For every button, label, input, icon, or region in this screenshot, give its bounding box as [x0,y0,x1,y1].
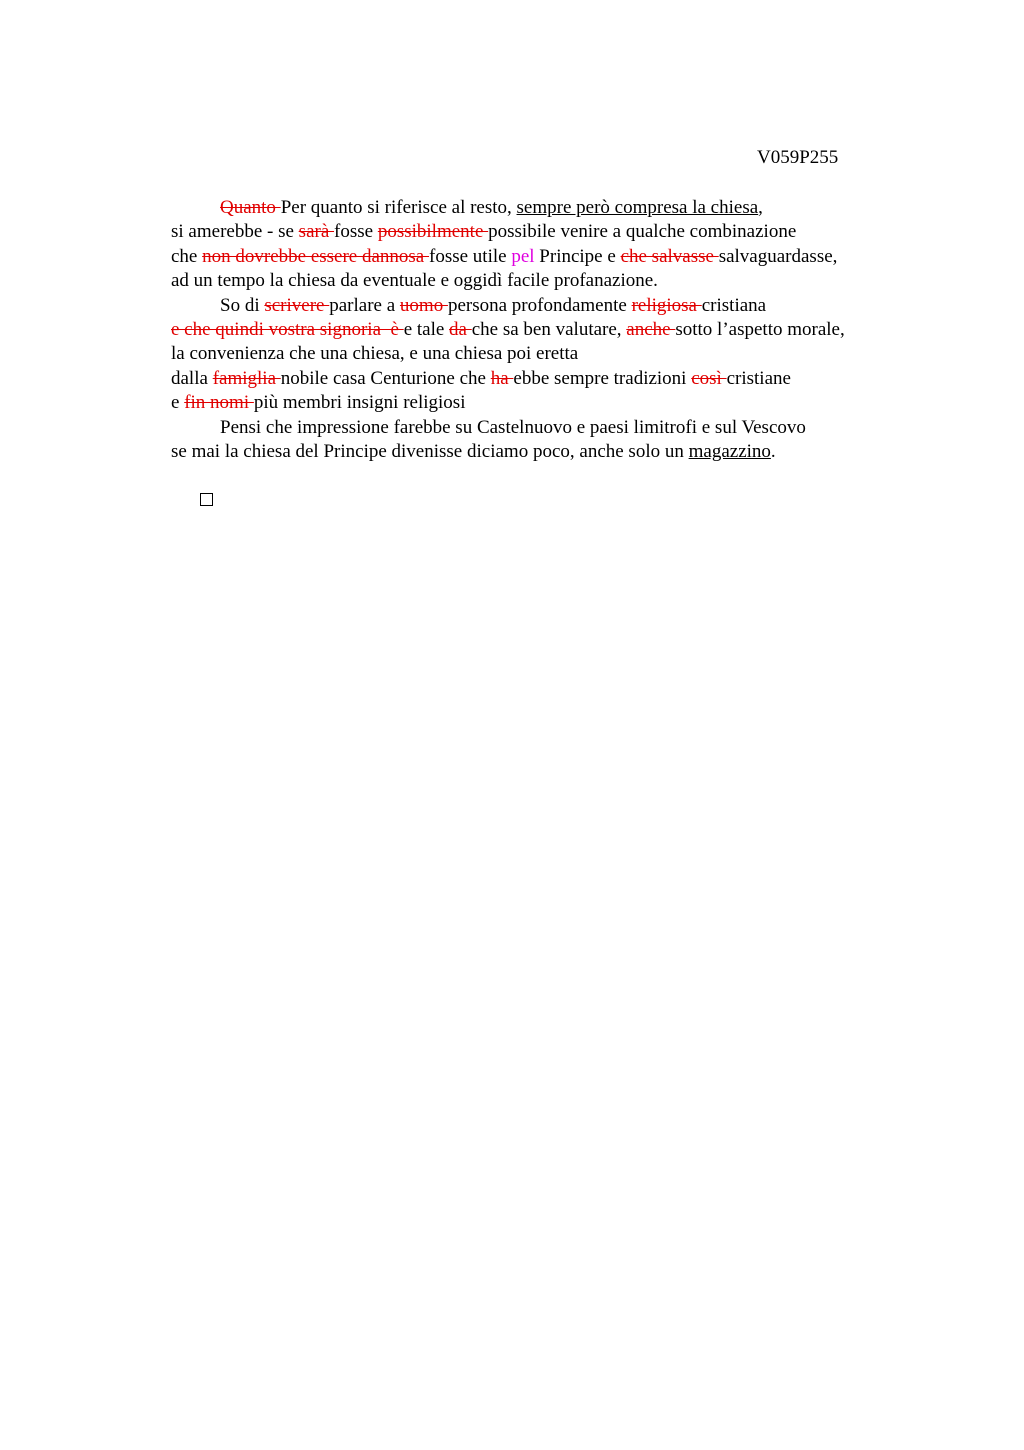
text-line [171,391,845,415]
text-segment: Per quanto si riferisce al resto, [280,197,517,218]
letter-body [171,196,845,489]
text-segment: possibile venire a qualche combinazione [488,221,797,243]
deleted-text: così [691,367,727,389]
text-segment: dalla [171,367,213,389]
text-segment: si amerebbe - se [171,221,299,243]
text-segment: cristiane [726,367,791,389]
deleted-text: che salvasse [620,245,719,267]
text-segment: Pensi che impressione farebbe su Castelnuovo e paesi limitrofi e sul Vescovo [220,416,806,438]
text-segment: fosse utile [429,245,512,267]
empty-checkbox-icon [200,493,213,506]
text-segment: che sa ben valutare, [471,318,627,340]
text-line [171,269,845,293]
deleted-text: uomo [399,294,448,316]
text-segment: Principe e [534,245,621,267]
deleted-text: sarà [298,221,335,243]
text-line [171,196,845,220]
text-segment: So di [220,294,265,316]
deleted-text: Quanto [220,197,281,218]
checkbox-line [171,464,845,488]
text-segment: e [171,392,185,414]
text-segment: salvaguardasse, [718,245,838,267]
text-segment: più membri insigni religiosi [253,392,466,414]
deleted-text: e che quindi vostra signoria è [171,318,404,340]
deleted-text: da [449,318,472,340]
deleted-text: religiosa [631,294,702,316]
deleted-text: scrivere [264,294,330,316]
text-segment: , [758,197,763,218]
text-segment: se mai la chiesa del Principe divenisse diciamo poco, anche solo un [171,440,689,462]
inserted-text: pel [511,245,535,267]
text-segment: cristiana [701,294,767,316]
text-line [171,318,845,342]
text-segment: ad un tempo la chiesa da eventuale e oggidì facile profanazione. [171,270,658,292]
text-segment: nobile casa Centurione che [280,367,491,389]
text-line [171,440,845,464]
deleted-text: ha [490,367,514,389]
text-segment: fosse [334,221,378,243]
underlined-text: sempre però compresa la chiesa [516,197,759,218]
deleted-text: non dovrebbe essere dannosa [202,245,429,267]
text-segment: sotto l’aspetto morale, [675,318,845,340]
text-line [171,294,845,318]
text-lines [171,196,845,464]
text-line [171,220,845,244]
text-line [171,342,845,366]
text-segment: la convenienza che una chiesa, e una chiesa poi eretta [171,343,579,365]
deleted-text: anche [626,318,676,340]
text-segment: e tale [403,318,450,340]
underlined-text: magazzino [688,440,771,462]
text-segment: ebbe sempre tradizioni [513,367,692,389]
deleted-text: famiglia [212,367,281,389]
text-line [171,416,845,440]
text-segment: persona profondamente [447,294,632,316]
document-id: V059P255 [757,147,839,168]
text-segment: che [171,245,203,267]
text-line [171,245,845,269]
text-segment: parlare a [329,294,400,316]
text-segment: . [770,440,776,462]
deleted-text: fin nomi [184,392,254,414]
text-line [171,367,845,391]
deleted-text: possibilmente [377,221,489,243]
